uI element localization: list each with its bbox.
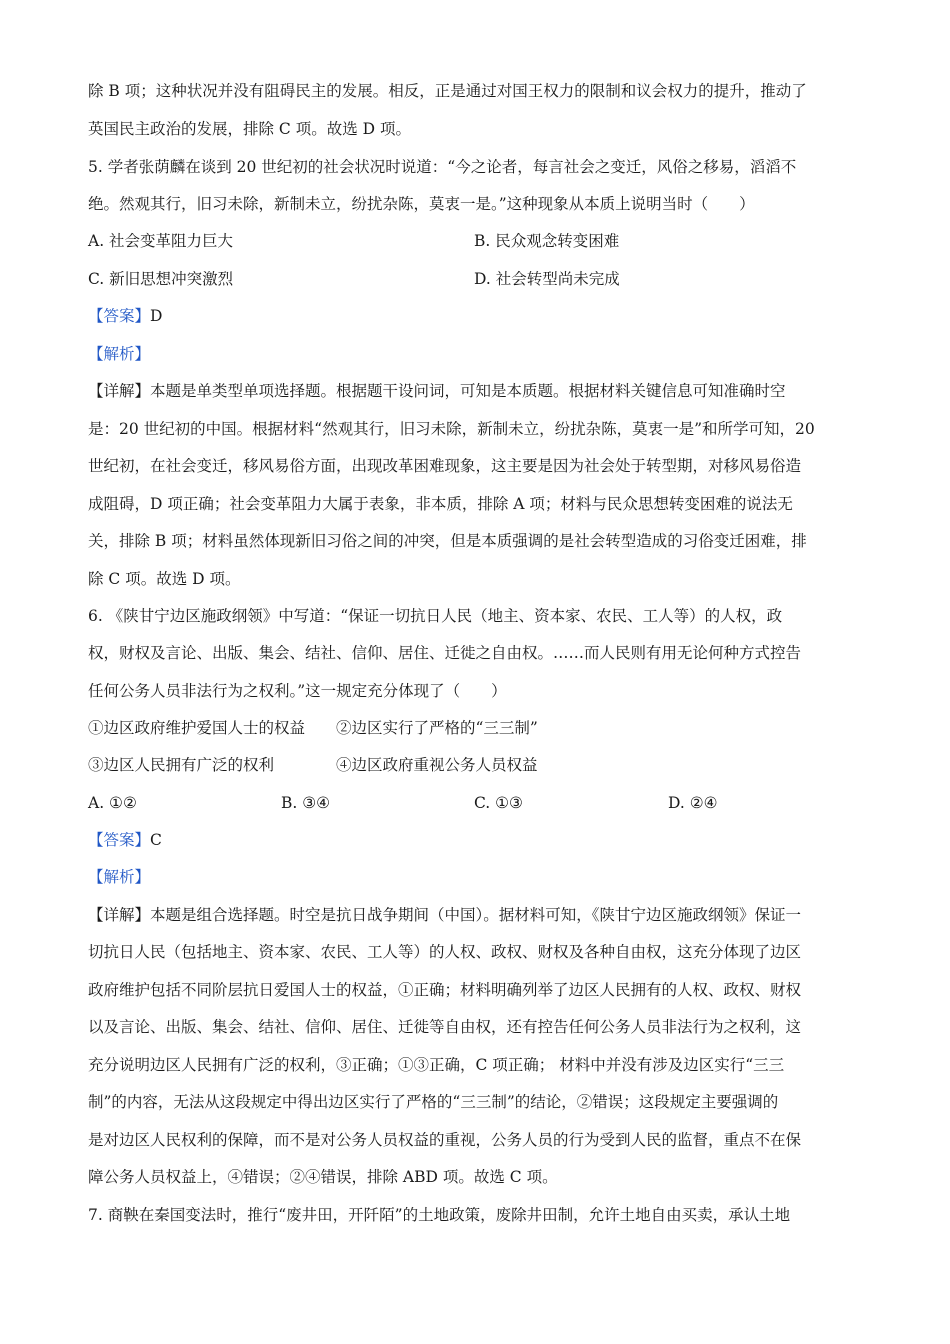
q6-detail-text-1: 本题是组合选择题。时空是抗日战争期间（中国）。据材料可知，《陕甘宁边区施政纲领》保证一 bbox=[150, 906, 802, 924]
q7-stem-line-1: 7. 商鞅在秦国变法时，推行“废井田，开阡陌”的土地政策，废除井田制，允许土地自由买卖，承认土地 bbox=[88, 1206, 791, 1224]
q5-option-c: C. 新旧思想冲突激烈 bbox=[88, 270, 234, 288]
q5-stem-line-1: 5. 学者张荫麟在谈到 20 世纪初的社会状况时说道：“今之论者，每言社会之变迁，风俗之移易，滔滔不 bbox=[88, 158, 797, 176]
q5-detail-line-6: 除 C 项。故选 D 项。 bbox=[88, 570, 241, 588]
q6-option-d: D. ②④ bbox=[668, 794, 718, 812]
q6-item-3: ③边区人民拥有广泛的权利 bbox=[88, 756, 275, 774]
q5-analysis-tag: 【解析】 bbox=[88, 345, 151, 363]
q6-stem-line-3: 任何公务人员非法行为之权利。”这一规定充分体现了（ ） bbox=[88, 682, 507, 700]
q6-item-2: ②边区实行了严格的“三三制” bbox=[336, 719, 538, 737]
q5-option-b: B. 民众观念转变困难 bbox=[474, 232, 620, 250]
q6-detail-line-4: 以及言论、出版、集会、结社、信仰、居住、迁徙等自由权，还有控告任何公务人员非法行为之权利，这 bbox=[88, 1018, 802, 1036]
q5-option-d: D. 社会转型尚未完成 bbox=[474, 270, 620, 288]
q6-stem-line-1: 6. 《陕甘宁边区施政纲领》中写道：“保证一切抗日人民（地主、资本家、农民、工人等）的人权，政 bbox=[88, 607, 783, 625]
q6-analysis-line bbox=[88, 866, 868, 888]
q5-option-a: A. 社会变革阻力巨大 bbox=[88, 232, 234, 250]
q6-detail-tag: 【详解】 bbox=[88, 906, 151, 924]
q6-option-a: A. ①② bbox=[88, 794, 137, 812]
q6-detail-line-3: 政府维护包括不同阶层抗日爱国人士的权益，①正确；材料明确列举了边区人民拥有的人权、政权、财权 bbox=[88, 981, 802, 999]
q6-detail-line-2: 切抗日人民（包括地主、资本家、农民、工人等）的人权、政权、财权及各种自由权，这充分体现了边区 bbox=[88, 943, 802, 961]
q6-analysis-tag: 【解析】 bbox=[88, 868, 151, 886]
q5-detail-tag: 【详解】 bbox=[88, 382, 151, 400]
q6-detail-line-6: 制”的内容，无法从这段规定中得出边区实行了严格的“三三制”的结论，②错误；这段规定主要强调的 bbox=[88, 1093, 779, 1111]
q6-option-c: C. ①③ bbox=[474, 794, 523, 812]
q6-item-4: ④边区政府重视公务人员权益 bbox=[336, 756, 538, 774]
q6-answer-tag: 【答案】 bbox=[88, 831, 151, 849]
prev-analysis-line-1: 除 B 项；这种状况并没有阻碍民主的发展。相反，正是通过对国王权力的限制和议会权力的提升，推动了 bbox=[88, 82, 807, 100]
q5-stem-line-2: 绝。然观其行，旧习未除，新制未立，纷扰杂陈，莫衷一是。”这种现象从本质上说明当时（ ） bbox=[88, 195, 755, 213]
q6-answer-line bbox=[88, 829, 868, 851]
q6-answer: C bbox=[150, 831, 162, 849]
q5-detail-line-4: 成阻碍，D 项正确；社会变革阻力大属于表象，非本质，排除 A 项；材料与民众思想转变困难的说法无 bbox=[88, 495, 793, 513]
prev-analysis-line-2: 英国民主政治的发展，排除 C 项。故选 D 项。 bbox=[88, 120, 411, 138]
q5-detail-line-1 bbox=[88, 380, 868, 402]
q6-detail-line-7: 是对边区人民权利的保障，而不是对公务人员权益的重视，公务人员的行为受到人民的监督，重点不在保 bbox=[88, 1131, 802, 1149]
q5-answer-line bbox=[88, 305, 868, 327]
q5-analysis-line bbox=[88, 343, 868, 365]
q6-stem-line-2: 权，财权及言论、出版、集会、结社、信仰、居住、迁徙之自由权。……而人民则有用无论何种方式控告 bbox=[88, 644, 802, 662]
q6-option-b: B. ③④ bbox=[281, 794, 331, 812]
q6-item-1: ①边区政府维护爱国人士的权益 bbox=[88, 719, 306, 737]
q6-detail-line-1 bbox=[88, 904, 868, 926]
q6-detail-line-5: 充分说明边区人民拥有广泛的权利，③正确；①③正确，C 项正确； 材料中并没有涉及边区实行“三三 bbox=[88, 1056, 785, 1074]
q5-detail-line-2: 是：20 世纪初的中国。根据材料“然观其行，旧习未除，新制未立，纷扰杂陈，莫衷一是”和所学可知，20 bbox=[88, 420, 815, 438]
q5-detail-line-5: 关，排除 B 项；材料虽然体现新旧习俗之间的冲突，但是本质强调的是社会转型造成的习俗变迁困难，排 bbox=[88, 532, 807, 550]
q5-answer-tag: 【答案】 bbox=[88, 307, 151, 325]
q6-detail-line-8: 障公务人员权益上，④错误；②④错误，排除 ABD 项。故选 C 项。 bbox=[88, 1168, 558, 1186]
q5-detail-line-3: 世纪初，在社会变迁，移风易俗方面，出现改革困难现象，这主要是因为社会处于转型期，对移风易俗造 bbox=[88, 457, 802, 475]
q5-answer: D bbox=[150, 307, 163, 325]
q5-detail-text-1: 本题是单类型单项选择题。根据题干设问词，可知是本质题。根据材料关键信息可知准确时空 bbox=[150, 382, 786, 400]
